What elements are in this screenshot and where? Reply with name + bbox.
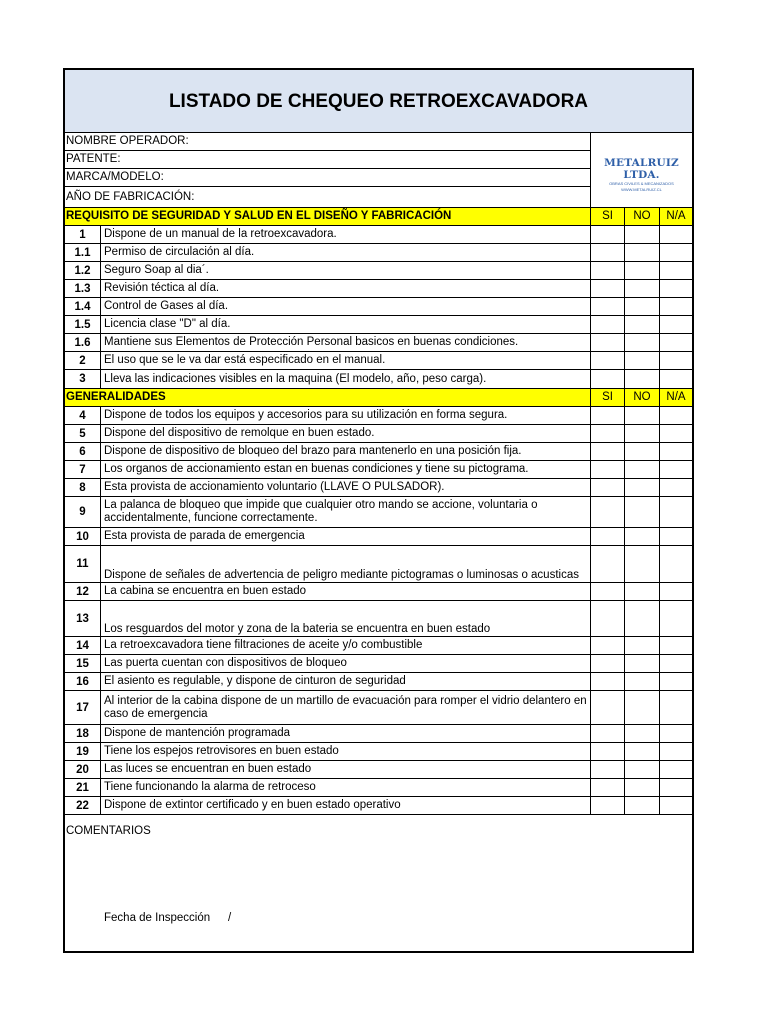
checkbox-na[interactable]: [659, 743, 692, 760]
checkbox-si[interactable]: [590, 637, 624, 654]
checkbox-na[interactable]: [659, 655, 692, 672]
checkbox-si[interactable]: [590, 461, 624, 478]
checkbox-si[interactable]: [590, 407, 624, 424]
checklist-row: [65, 673, 692, 691]
item-text: El uso que se le va dar está especificado en el manual.: [104, 354, 386, 366]
checkbox-na[interactable]: [659, 583, 692, 600]
checkbox-na[interactable]: [659, 601, 692, 636]
checklist-row: [65, 779, 692, 797]
title-band: [65, 70, 692, 133]
checkbox-na[interactable]: [659, 334, 692, 351]
item-text: Dispone de mantención programada: [104, 727, 291, 739]
checkbox-no[interactable]: [624, 797, 659, 814]
item-text: Al interior de la cabina dispone de un martillo de evacuación para romper el vidrio delantero en caso de emergencia: [104, 694, 587, 720]
item-number: 12: [65, 583, 101, 600]
checkbox-no[interactable]: [624, 262, 659, 279]
item-number: 19: [65, 743, 101, 760]
checkbox-na[interactable]: [659, 226, 692, 243]
checklist-row: [65, 743, 692, 761]
checklist-row: [65, 262, 692, 280]
checkbox-na[interactable]: [659, 280, 692, 297]
item-number: 8: [65, 479, 101, 496]
field-plate: PATENTE:: [65, 151, 590, 169]
checkbox-na[interactable]: [659, 691, 692, 724]
item-number: 3: [65, 370, 101, 388]
checkbox-no[interactable]: [624, 528, 659, 545]
checkbox-no[interactable]: [624, 316, 659, 333]
checkbox-na[interactable]: [659, 316, 692, 333]
checkbox-no[interactable]: [624, 280, 659, 297]
item-text: El asiento es regulable, y dispone de cinturon de seguridad: [104, 675, 406, 687]
item-number: 20: [65, 761, 101, 778]
checkbox-si[interactable]: [590, 673, 624, 690]
checkbox-si[interactable]: [590, 601, 624, 636]
item-text: Lleva las indicaciones visibles en la maquina (El modelo, año, peso carga).: [104, 372, 487, 385]
checkbox-no[interactable]: [624, 298, 659, 315]
checklist-row: [65, 725, 692, 743]
checkbox-si[interactable]: [590, 497, 624, 527]
checkbox-no[interactable]: [624, 425, 659, 442]
checkbox-no[interactable]: [624, 546, 659, 582]
checklist-row: [65, 226, 692, 244]
company-logo: [590, 133, 692, 208]
item-number: 10: [65, 528, 101, 545]
item-number: 1: [65, 226, 101, 243]
checklist-row: [65, 546, 692, 583]
checkbox-na[interactable]: [659, 244, 692, 261]
field-year: AÑO DE FABRICACIÓN:: [65, 189, 590, 208]
item-number: 15: [65, 655, 101, 672]
column-no: NO: [624, 208, 659, 225]
item-number: 1.1: [65, 244, 101, 261]
item-number: 1.2: [65, 262, 101, 279]
item-text: Licencia clase "D" al día.: [104, 318, 231, 330]
item-number: 2: [65, 352, 101, 369]
checklist-row: [65, 461, 692, 479]
item-text: La palanca de bloqueo que impide que cualquier otro mando se accione, voluntaria o accidentalmente, funcione correctamente.: [104, 499, 538, 524]
checkbox-na[interactable]: [659, 298, 692, 315]
item-text: Dispone de todos los equipos y accesorios para su utilización en forma segura.: [104, 409, 508, 421]
checkbox-si[interactable]: [590, 298, 624, 315]
checkbox-no[interactable]: [624, 443, 659, 460]
checkbox-si[interactable]: [590, 779, 624, 796]
checkbox-si[interactable]: [590, 546, 624, 582]
comments-area: [65, 825, 692, 951]
checkbox-si[interactable]: [590, 334, 624, 351]
item-text: Los organos de accionamiento estan en buenas condiciones y tiene su pictograma.: [104, 463, 529, 475]
checkbox-na[interactable]: [659, 262, 692, 279]
checkbox-no[interactable]: [624, 743, 659, 760]
checkbox-no[interactable]: [624, 601, 659, 636]
item-text: Dispone de dispositivo de bloqueo del brazo para mantenerlo en una posición fija.: [104, 445, 522, 457]
checkbox-na[interactable]: [659, 546, 692, 582]
item-text: La cabina se encuentra en buen estado: [104, 585, 307, 597]
checkbox-si[interactable]: [590, 443, 624, 460]
checkbox-na[interactable]: [659, 352, 692, 369]
checkbox-no[interactable]: [624, 779, 659, 796]
column-si: SI: [590, 389, 624, 406]
item-number: 9: [65, 497, 101, 527]
checkbox-no[interactable]: [624, 583, 659, 600]
item-text: Tiene funcionando la alarma de retroceso: [104, 781, 316, 793]
item-text: Esta provista de accionamiento voluntario (LLAVE O PULSADOR).: [104, 481, 445, 493]
item-number: 5: [65, 425, 101, 442]
checkbox-no[interactable]: [624, 673, 659, 690]
item-number: 1.4: [65, 298, 101, 315]
item-text: Dispone de señales de advertencia de peligro mediante pictogramas o luminosas o acusticas: [104, 569, 579, 581]
checkbox-si[interactable]: [590, 352, 624, 369]
item-text: Las puerta cuentan con dispositivos de bloqueo: [104, 657, 347, 669]
item-text: Esta provista de parada de emergencia: [104, 530, 305, 542]
checkbox-no[interactable]: [624, 691, 659, 724]
item-number: 22: [65, 797, 101, 814]
checklist-row: [65, 497, 692, 528]
checkbox-si[interactable]: [590, 280, 624, 297]
checkbox-si[interactable]: [590, 655, 624, 672]
checkbox-si[interactable]: [590, 316, 624, 333]
checklist-row: [65, 298, 692, 316]
field-make-model: MARCA/MODELO:: [65, 169, 590, 187]
checkbox-si[interactable]: [590, 797, 624, 814]
item-number: 16: [65, 673, 101, 690]
checklist-row: [65, 316, 692, 334]
checkbox-no[interactable]: [624, 479, 659, 496]
checkbox-si[interactable]: [590, 479, 624, 496]
checkbox-na[interactable]: [659, 725, 692, 742]
checkbox-si[interactable]: [590, 370, 624, 388]
item-number: 18: [65, 725, 101, 742]
checkbox-si[interactable]: [590, 583, 624, 600]
comments-label: COMENTARIOS: [66, 825, 151, 837]
column-si: SI: [590, 208, 624, 225]
item-text: Permiso de circulación al día.: [104, 246, 255, 258]
checklist-row: [65, 655, 692, 673]
checklist-row: [65, 797, 692, 815]
item-text: Tiene los espejos retrovisores en buen estado: [104, 745, 339, 757]
checklist-row: [65, 280, 692, 298]
item-number: 17: [65, 691, 101, 724]
checkbox-no[interactable]: [624, 637, 659, 654]
section-header: [65, 389, 692, 407]
checkbox-na[interactable]: [659, 461, 692, 478]
checkbox-no[interactable]: [624, 461, 659, 478]
section-header: [65, 208, 692, 226]
item-number: 14: [65, 637, 101, 654]
item-text: Control de Gases al día.: [104, 300, 229, 312]
checkbox-si[interactable]: [590, 226, 624, 243]
checkbox-no[interactable]: [624, 244, 659, 261]
checklist-row: [65, 761, 692, 779]
item-number: 7: [65, 461, 101, 478]
item-number: 1.5: [65, 316, 101, 333]
checklist-row: [65, 637, 692, 655]
checkbox-no[interactable]: [624, 370, 659, 388]
checkbox-no[interactable]: [624, 226, 659, 243]
column-na: N/A: [659, 208, 692, 225]
checkbox-na[interactable]: [659, 797, 692, 814]
checkbox-si[interactable]: [590, 743, 624, 760]
checkbox-no[interactable]: [624, 407, 659, 424]
logo-website: WWW.METALRUIZ.CL: [621, 187, 662, 192]
checkbox-na[interactable]: [659, 779, 692, 796]
checkbox-si[interactable]: [590, 691, 624, 724]
item-text: La retroexcavadora tiene filtraciones de aceite y/o combustible: [104, 639, 423, 651]
checklist-row: [65, 583, 692, 601]
checkbox-no[interactable]: [624, 352, 659, 369]
checkbox-si[interactable]: [590, 425, 624, 442]
item-text: Mantiene sus Elementos de Protección Personal basicos en buenas condiciones.: [104, 336, 519, 348]
checklist-row: [65, 334, 692, 352]
item-text: Los resguardos del motor y zona de la bateria se encuentra en buen estado: [104, 623, 491, 635]
checklist-row: [65, 352, 692, 370]
checkbox-si[interactable]: [590, 761, 624, 778]
checklist-row: [65, 479, 692, 497]
checkbox-na[interactable]: [659, 497, 692, 527]
checkbox-na[interactable]: [659, 479, 692, 496]
checkbox-no[interactable]: [624, 334, 659, 351]
checkbox-si[interactable]: [590, 528, 624, 545]
checklist-row: [65, 443, 692, 461]
item-number: 13: [65, 601, 101, 636]
item-text: Dispone de un manual de la retroexcavadora.: [104, 228, 337, 240]
item-number: 1.6: [65, 334, 101, 351]
checkbox-na[interactable]: [659, 370, 692, 388]
checklist-row: [65, 370, 692, 389]
item-number: 6: [65, 443, 101, 460]
checklist-row: [65, 528, 692, 546]
checkbox-no[interactable]: [624, 761, 659, 778]
logo-name: METALRUIZ LTDA.: [604, 157, 679, 181]
checkbox-na[interactable]: [659, 637, 692, 654]
checkbox-no[interactable]: [624, 497, 659, 527]
field-operator-name: NOMBRE OPERADOR:: [65, 133, 590, 151]
checkbox-no[interactable]: [624, 725, 659, 742]
item-text: Dispone del dispositivo de remolque en buen estado.: [104, 427, 375, 439]
checklist-row: [65, 425, 692, 443]
item-text: Dispone de extintor certificado y en buen estado operativo: [104, 799, 401, 811]
checklist-sheet: [63, 68, 694, 953]
item-number: 11: [65, 546, 101, 582]
checkbox-na[interactable]: [659, 761, 692, 778]
checkbox-no[interactable]: [624, 655, 659, 672]
section-title: REQUISITO DE SEGURIDAD Y SALUD EN EL DISEÑO Y FABRICACIÓN: [66, 210, 452, 222]
checkbox-na[interactable]: [659, 673, 692, 690]
checkbox-si[interactable]: [590, 244, 624, 261]
item-number: 21: [65, 779, 101, 796]
inspection-date-label: Fecha de Inspección: [104, 912, 211, 924]
checkbox-na[interactable]: [659, 425, 692, 442]
checkbox-na[interactable]: [659, 407, 692, 424]
checklist-row: [65, 244, 692, 262]
logo-subtitle: OBRAS CIVILES & MECANIZADOS: [609, 181, 674, 186]
item-text: Las luces se encuentran en buen estado: [104, 763, 312, 775]
checkbox-si[interactable]: [590, 262, 624, 279]
item-text: Revisión téctica al día.: [104, 282, 220, 294]
column-na: N/A: [659, 389, 692, 406]
checklist-row: [65, 691, 692, 725]
item-number: 1.3: [65, 280, 101, 297]
checklist-row: [65, 601, 692, 637]
checklist-row: [65, 407, 692, 425]
item-number: 4: [65, 407, 101, 424]
item-text: Seguro Soap al dia´.: [104, 264, 209, 276]
column-no: NO: [624, 389, 659, 406]
page-title: LISTADO DE CHEQUEO RETROEXCAVADORA: [168, 91, 589, 112]
inspection-date-separator: /: [228, 912, 232, 924]
checkbox-si[interactable]: [590, 725, 624, 742]
checkbox-na[interactable]: [659, 528, 692, 545]
checkbox-na[interactable]: [659, 443, 692, 460]
section-title: GENERALIDADES: [66, 391, 166, 403]
